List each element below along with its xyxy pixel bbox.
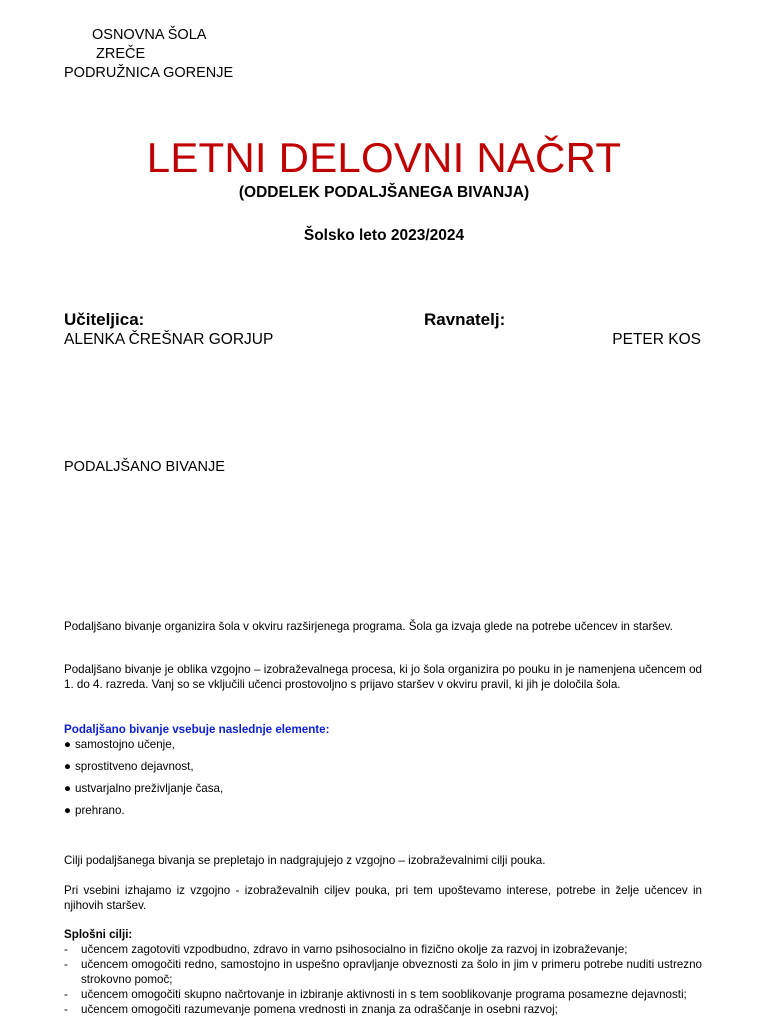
dash-icon: - (64, 943, 68, 956)
list-item: - učencem zagotoviti vzpodbudno, zdravo in varno psihosocialno in fizično okolje za razvoj in izobraževanje; (64, 943, 628, 956)
paragraph-content: Pri vsebini izhajamo iz vzgojno - izobraževalnih ciljev pouka, pri tem upoštevamo interese, potrebe in želje učencev in njihovih staršev. (64, 884, 702, 912)
list-item: - učencem omogočiti skupno načrtovanje in izbiranje aktivnosti in s tem sooblikovanje programa posamezne dejavnosti; (64, 988, 687, 1001)
paragraph-goals-intro: Cilji podaljšanega bivanja se prepletajo in nadgrajujejo z vzgojno – izobraževalnimi cilji pouka. (64, 854, 546, 867)
goals-heading: Splošni cilji: (64, 928, 133, 941)
bullet-icon: ● (64, 760, 72, 773)
paragraph-definition: Podaljšano bivanje je oblika vzgojno – izobraževalnega procesa, ki jo šola organizira po pouku in je namenjena učencem od 1. do 4. razreda. Vanj so se vključili učenci prostovoljno s prijavo staršev v okviru pravil, ki jih je določila šola. (64, 663, 702, 691)
school-branch: PODRUŽNICA GORENJE (64, 65, 234, 81)
list-item: - učencem omogočiti redno, samostojno in uspešno opravljanje obveznosti za šolo in jim v primeru potrebe nuditi ustrezno strokovno pomoč; (64, 958, 702, 986)
school-year: Šolsko leto 2023/2024 (303, 227, 465, 244)
paragraph-intro: Podaljšano bivanje organizira šola v okviru razširjenega programa. Šola ga izvaja glede na potrebe učencev in staršev. (64, 620, 673, 633)
dash-icon: - (64, 958, 68, 971)
principal-label: Ravnatelj: (424, 310, 506, 329)
document-title: LETNI DELOVNI NAČRT (146, 134, 622, 181)
dash-icon: - (64, 1003, 68, 1016)
school-name: OSNOVNA ŠOLA (92, 27, 207, 43)
list-item: ● prehrano. (64, 804, 125, 817)
general-goals (64, 927, 702, 1017)
section-heading: PODALJŠANO BIVANJE (64, 459, 225, 475)
bullet-icon: ● (64, 804, 72, 817)
school-header (64, 26, 233, 83)
list-item: ● ustvarjalno preživljanje časa, (64, 782, 224, 795)
dash-icon: - (64, 988, 68, 1001)
document-subtitle: (ODDELEK PODALJŠANEGA BIVANJA) (238, 184, 530, 201)
elements-list (64, 722, 702, 818)
bullet-icon: ● (64, 738, 72, 751)
elements-heading: Podaljšano bivanje vsebuje naslednje elemente: (64, 723, 330, 736)
principal-name: PETER KOS (612, 331, 701, 348)
teacher-name: ALENKA ČREŠNAR GORJUP (64, 331, 274, 348)
teacher-label: Učiteljica: (64, 310, 145, 329)
list-item: ● samostojno učenje, (64, 738, 175, 751)
list-item: ● sprostitveno dejavnost, (64, 760, 194, 773)
goals-list (64, 942, 702, 1017)
school-town: ZREČE (96, 46, 146, 62)
list-item: - učencem omogočiti razumevanje pomena vrednosti in znanja za odraščanje in osebni razvoj; (64, 1003, 558, 1016)
bullet-icon: ● (64, 782, 72, 795)
